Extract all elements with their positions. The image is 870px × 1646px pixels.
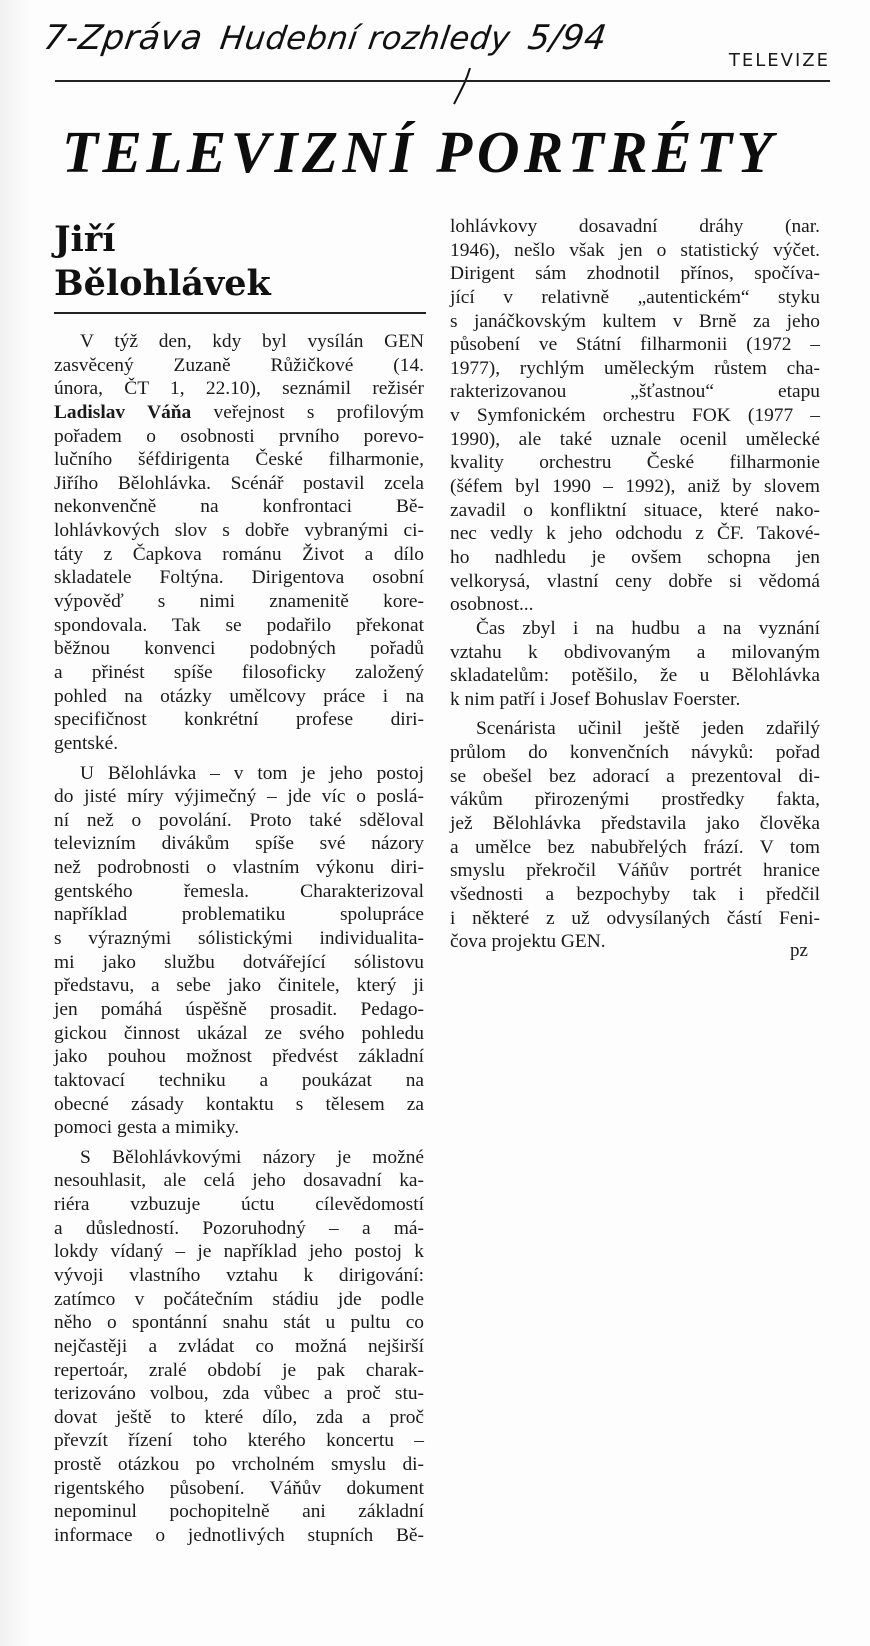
text-line: běžnou konvenci podobných pořadů: [54, 638, 424, 660]
text-line: informace o jednotlivých stupních Bě-: [54, 1525, 424, 1547]
text-line: osobnost...: [450, 594, 534, 616]
header-divider: [55, 80, 830, 82]
text-line: jež Bělohlávka představila jako člověka: [450, 813, 820, 835]
text-line: televizním divákům spíše své názory: [54, 833, 424, 855]
article-title: TELEVIZNÍ PORTRÉTY: [62, 119, 777, 185]
text-line: nesouhlasit, ale celá jeho dosavadní ka-: [54, 1170, 424, 1192]
text-line: velkorysá, vlastní ceny dobře si vědomá: [450, 570, 820, 592]
text-line: pohled na otázky umělcovy práce i na: [54, 685, 424, 707]
text-line: mi jako službu dotvářející sólistovu: [54, 951, 424, 973]
text-line: kvality orchestru České filharmonie: [450, 452, 820, 474]
text-line: všednosti a bezpochyby tak i předčil: [450, 883, 820, 905]
text-line: něho o spontánní snahu stát u pultu co: [54, 1312, 424, 1334]
text-line: působení ve Státní filharmonii (1972 –: [450, 334, 820, 356]
text-line: nejčastěji a zvládat co možná nejširší: [54, 1335, 424, 1357]
handwritten-annotation: [41, 18, 627, 58]
text-line: jen pomáhá úspěšně prosadit. Pedago-: [54, 998, 424, 1020]
text-line: V týž den, kdy byl vysílán GEN: [80, 331, 424, 352]
text-line: Scenárista učinil ještě jeden zdařilý: [476, 718, 820, 740]
text-line: do jisté míry výjimečný – jde víc o poslá-: [54, 786, 424, 808]
text-line: repertoár, zralé období je pak charak-: [54, 1359, 424, 1381]
text-line: například problematiku spolupráce: [54, 904, 424, 926]
text-line: rigentského působení. Váňův dokument: [54, 1477, 424, 1499]
text-line: průlom do konvenčních návyků: pořad: [450, 742, 820, 764]
handwritten-descender-icon: [450, 68, 474, 108]
text-line: specifičnost konkrétní profese diri-: [54, 709, 424, 731]
text-line: S Bělohlávkovými názory je možné: [80, 1146, 424, 1168]
text-line: jako pouhou možnost předvést základní: [54, 1046, 424, 1068]
text-line: smyslu překročil Váňův portrét hranice: [450, 860, 820, 882]
text-line: vztahu k obdivovaným a milovaným: [450, 641, 820, 663]
text-line: 1977), rychlým uměleckým růstem cha-: [450, 357, 820, 379]
text-line: vákům přirozenými prostředky fakta,: [450, 789, 820, 811]
article-column-right: [450, 215, 820, 954]
text-line: zatímco v počátečním stádiu jde podle: [54, 1288, 424, 1310]
bold-name: Ladislav Váňa: [54, 401, 192, 423]
text-line: pomoci gesta a mimiky.: [54, 1117, 240, 1139]
text-line: vývoji vlastního vztahu k dirigování:: [54, 1264, 424, 1286]
text-line: čova projektu GEN.: [450, 931, 606, 953]
text-line: táty z Čapkova románu Život a dílo: [54, 543, 424, 565]
text-line: lučního šéfdirigenta České filharmonie,: [54, 449, 424, 471]
text-line: zasvěcený Zuzaně Růžičkové (14.: [54, 354, 424, 376]
text-line: 1946), nešlo však jen o statistický výčet.: [450, 239, 820, 261]
page-edge-shade: [0, 0, 30, 1646]
author-signature: pz: [790, 940, 808, 961]
section-label: TELEVIZE: [728, 50, 830, 71]
text-line: gickou činnost ukázal ze svého pohledu: [54, 1022, 424, 1044]
text-line: 1990), ale také uznale ocenil umělecké: [450, 428, 820, 450]
text-line: a důsledností. Pozoruhodný – a má-: [54, 1217, 424, 1239]
text-line: převzít řízení toho kterého koncertu –: [54, 1430, 424, 1452]
text-line: lohlávkových slov s dobře vybranými ci-: [54, 520, 424, 542]
article-subtitle: [54, 218, 271, 306]
text-line: terizováno volbou, zda vůbec a proč stu-: [54, 1383, 424, 1405]
text-line: představu, a sebe jako činitele, který ji: [54, 975, 424, 997]
text-line: s výraznými sólistickými individualita-: [54, 928, 424, 950]
text-line: lokdy vídaný – je například jeho postoj k: [54, 1241, 424, 1263]
text-run: veřejnost s profilovým: [191, 401, 424, 423]
text-line: výpověď s nimi znamenitě kore-: [54, 591, 424, 613]
text-line: Dirigent sám zhodnotil přínos, spočíva-: [450, 263, 820, 285]
text-line: jící v relativně „autentickém“ styku: [450, 286, 820, 308]
text-line: obecné zásady kontaktu s tělesem za: [54, 1093, 424, 1115]
text-line: nepominul pochopitelně ani základní: [54, 1501, 424, 1523]
text-line: Jiřího Bělohlávka. Scénář postavil zcela: [54, 472, 424, 494]
text-line: se obešel bez adorací a prezentoval di-: [450, 765, 820, 787]
text-line: dovat ještě to které dílo, zda a proč: [54, 1406, 424, 1428]
text-line: s janáčkovským kultem v Brně za jeho: [450, 310, 820, 332]
text-line: ho nadhledu je ovšem schopna jen: [450, 546, 820, 568]
text-line: riéra vzbuzuje úctu cílevědomostí: [54, 1194, 424, 1216]
handwritten-note-prefix: 7-Zpráva: [41, 18, 206, 58]
article-column-left: [54, 330, 424, 1548]
text-line: U Bělohlávka – v tom je jeho postoj: [80, 762, 424, 784]
text-line: spondovala. Tak se podařilo překonat: [54, 614, 424, 636]
text-line: ní než o povolání. Proto také sděloval: [54, 809, 424, 831]
text-line: v Symfonickém orchestru FOK (1977 –: [450, 405, 820, 427]
text-line: taktovací techniku a poukázat na: [54, 1069, 424, 1091]
text-line: nec vedly k jeho odchodu z ČF. Takové-: [450, 523, 820, 545]
text-line: gentské.: [54, 732, 119, 754]
text-line: rakterizovanou „šťastnou“ etapu: [450, 381, 820, 403]
subtitle-first-name: Jiří: [54, 219, 116, 260]
text-line: lohlávkovy dosavadní dráhy (nar.: [450, 216, 820, 237]
text-line: nekonvenčně na konfrontaci Bě-: [54, 496, 424, 518]
text-line: pořadem o osobnosti prvního porevo-: [54, 425, 424, 447]
text-line: a přinést spíše filosoficky založený: [54, 661, 424, 683]
text-line: února, ČT 1, 22.10), seznámil režisér: [54, 378, 424, 400]
text-line: Čas zbyl i na hudbu a na vyznání: [476, 617, 820, 639]
handwritten-note-source: Hudební rozhledy: [217, 19, 513, 57]
text-line: gentského řemesla. Charakterizoval: [54, 880, 424, 902]
text-line: prostě otázkou po vrcholném smyslu di-: [54, 1454, 424, 1476]
subtitle-divider: [54, 312, 426, 314]
text-line: než podrobnosti o vlastním výkonu diri-: [54, 857, 424, 879]
text-line: (šéfem byl 1990 – 1992), aniž by slovem: [450, 476, 820, 498]
text-line: a umělce bez nabubřelých frází. V tom: [450, 836, 820, 858]
text-line: [54, 401, 424, 425]
text-line: k nim patří i Josef Bohuslav Foerster.: [450, 688, 741, 710]
text-line: zavadil o konfliktní situace, které nako-: [450, 499, 820, 521]
text-line: skladatelům: potěšilo, že u Bělohlávka: [450, 665, 820, 687]
handwritten-note-issue: 5/94: [525, 18, 610, 58]
subtitle-last-name: Bělohlávek: [54, 263, 271, 304]
text-line: i některé z už odvysílaných částí Feni-: [450, 907, 820, 929]
text-line: skladatele Foltýna. Dirigentova osobní: [54, 567, 424, 589]
